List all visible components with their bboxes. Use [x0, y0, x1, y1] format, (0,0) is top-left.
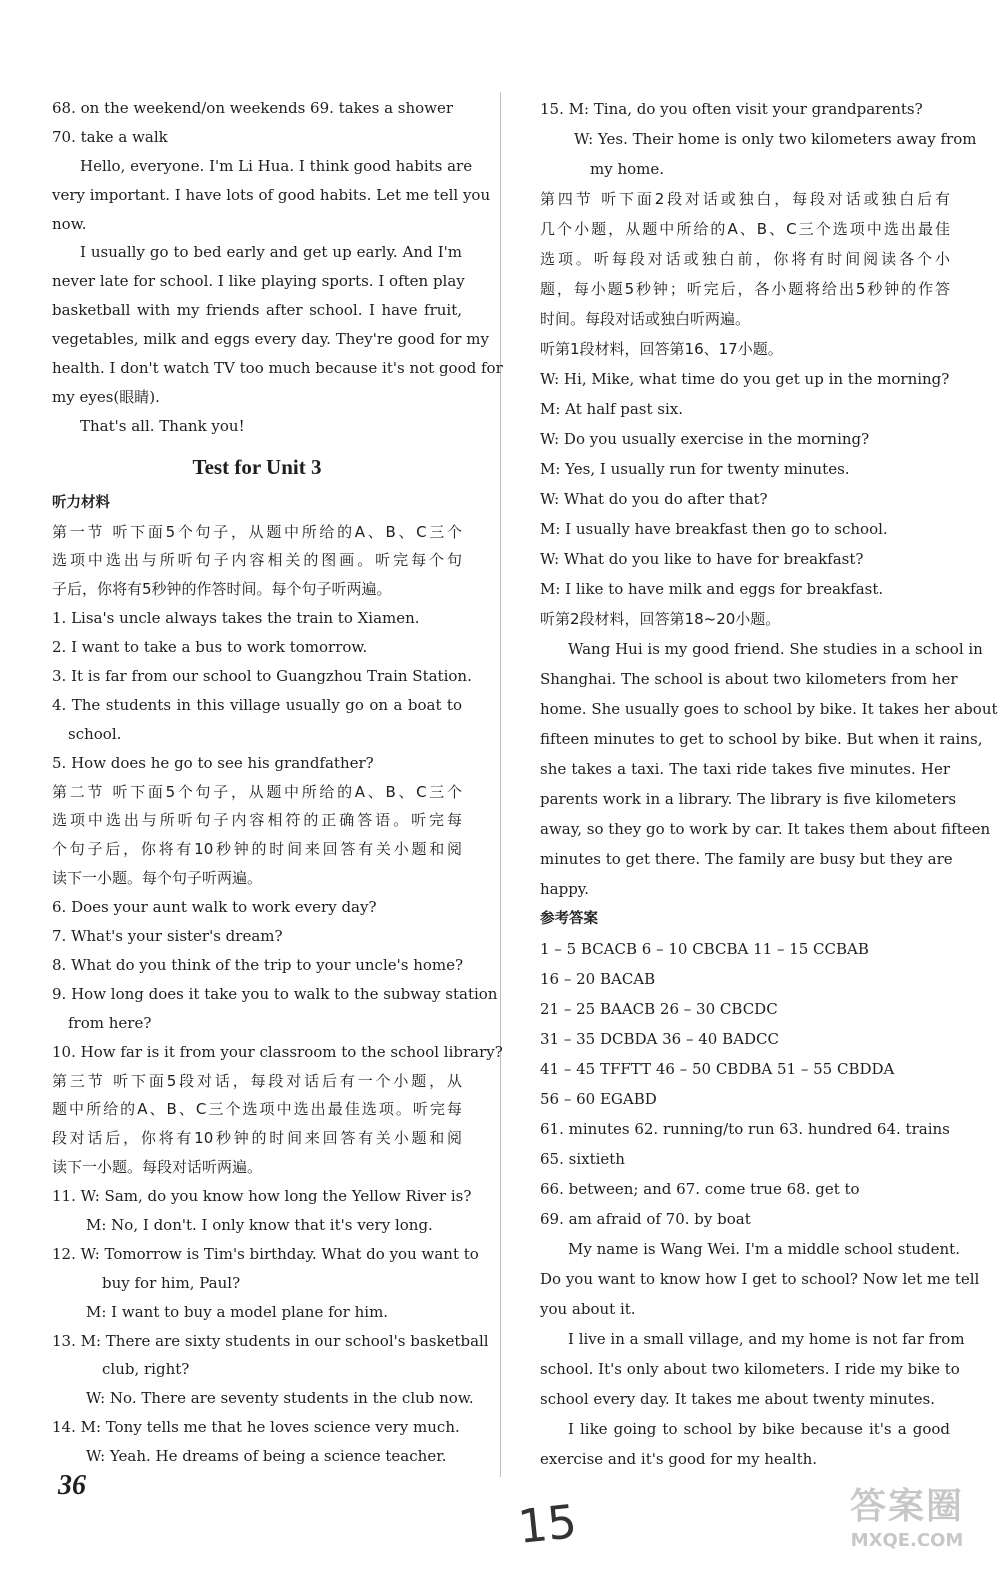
essay-line: never late for school. I like playing sports. I often play — [52, 272, 465, 291]
answer-line: 1 – 5 BCACB 6 – 10 CBCBA 11 – 15 CCBAB — [540, 940, 869, 958]
essay-line: you about it. — [540, 1300, 636, 1318]
answer-line: 61. minutes 62. running/to run 63. hundred 64. trains — [540, 1120, 950, 1138]
section4-instructions: 几个小题，从题中所给的A、B、C三个选项中选出最佳 — [540, 220, 950, 238]
answer-line: 21 – 25 BAACB 26 – 30 CBCDC — [540, 1000, 778, 1018]
passage-line: Wang Hui is my good friend. She studies in a school in — [568, 640, 983, 658]
section2-instructions: 读下一小题。每个句子听两遍。 — [52, 869, 263, 888]
listening-heading: 听力材料 — [52, 494, 110, 511]
answer-line: 41 – 45 TFFTT 46 – 50 CBDBA 51 – 55 CBDDA — [540, 1060, 895, 1078]
right-column — [540, 94, 998, 1474]
passage-line: happy. — [540, 880, 590, 898]
answer-line: 70. take a walk — [52, 127, 168, 146]
question-item: 4. The students in this village usually go on a boat to — [52, 695, 462, 714]
section4-instructions: 题，每小题5秒钟；听完后，各小题将给出5秒钟的作答 — [540, 280, 950, 298]
essay-line: very important. I have lots of good habits. Let me tell you — [52, 185, 491, 204]
left-column — [52, 94, 503, 1471]
essay-line: vegetables, milk and eggs every day. They're good for my — [52, 330, 489, 349]
section2-instructions: 选项中选出与所听句子内容相符的正确答语。听完每 — [52, 811, 462, 830]
section4-instructions: 第四节 听下面2段对话或独白，每段对话或独白后有 — [540, 190, 950, 208]
passage-line: fifteen minutes to get to school by bike. But when it rains, — [540, 730, 983, 748]
dialogue-line: W: Do you usually exercise in the morning? — [540, 430, 870, 448]
essay-line: now. — [52, 214, 87, 233]
question-item: 9. How long does it take you to walk to the subway station — [52, 984, 498, 1003]
passage-line: minutes to get there. The family are busy but they are — [540, 850, 953, 868]
answer-line: 66. between; and 67. come true 68. get to — [540, 1180, 860, 1198]
question-item: 7. What's your sister's dream? — [52, 927, 283, 946]
dialogue-line: M: I usually have breakfast then go to school. — [540, 520, 888, 538]
watermark-text: 答案圈 — [849, 1486, 964, 1527]
dialogue-line: M: I want to buy a model plane for him. — [86, 1302, 389, 1321]
dialogue-line: my home. — [590, 160, 665, 178]
section4-instructions: 时间。每段对话或独白听两遍。 — [540, 310, 751, 328]
answer-line: 69. am afraid of 70. by boat — [540, 1210, 751, 1228]
essay-line: I like going to school by bike because it's a good — [568, 1420, 950, 1438]
column-divider — [500, 92, 501, 1477]
dialogue-line: club, right? — [102, 1360, 190, 1379]
essay-line: school every day. It takes me about twenty minutes. — [540, 1390, 936, 1408]
answer-line: 16 – 20 BACAB — [540, 970, 656, 988]
page-number: 36 — [58, 1470, 86, 1501]
question-item: 8. What do you think of the trip to your uncle's home? — [52, 955, 464, 974]
watermark-logo — [832, 1478, 982, 1560]
section1-instructions: 子后，你将有5秒钟的作答时间。每个句子听两遍。 — [52, 580, 392, 599]
dialogue-line: 12. W: Tomorrow is Tim's birthday. What do you want to — [52, 1244, 479, 1263]
dialogue-line: W: Yes. Their home is only two kilometers away from — [574, 130, 977, 148]
essay-line: basketball with my friends after school. I have fruit, — [52, 301, 462, 320]
essay-line: That's all. Thank you! — [80, 416, 245, 435]
answers-heading: 参考答案 — [540, 911, 598, 927]
section2-instructions: 第二节 听下面5个句子，从题中所给的A、B、C三个 — [52, 782, 462, 801]
dialogue-line: W: What do you do after that? — [540, 490, 768, 508]
dialogue-line: M: I like to have milk and eggs for breakfast. — [540, 580, 884, 598]
question-item: 1. Lisa's uncle always takes the train to Xiamen. — [52, 609, 420, 628]
section3-instructions: 段对话后，你将有10秒钟的时间来回答有关小题和阅 — [52, 1129, 462, 1148]
section4-instructions: 选项。听每段对话或独白前，你将有时间阅读各个小 — [540, 250, 950, 268]
question-item: 10. How far is it from your classroom to the school library? — [52, 1042, 503, 1061]
dialogue-line: M: Yes, I usually run for twenty minutes. — [540, 460, 850, 478]
dialogue-line: 14. M: Tony tells me that he loves science very much. — [52, 1418, 460, 1437]
dialogue-line: W: No. There are seventy students in the club now. — [86, 1389, 474, 1408]
question-item: 5. How does he go to see his grandfather? — [52, 753, 374, 772]
answer-line: 68. on the weekend/on weekends 69. takes a shower — [52, 99, 454, 117]
question-item: from here? — [68, 1013, 152, 1032]
question-item: school. — [68, 724, 122, 743]
answer-line: 65. sixtieth — [540, 1150, 625, 1168]
answer-line: 31 – 35 DCBDA 36 – 40 BADCC — [540, 1030, 779, 1048]
essay-line: health. I don't watch TV too much because it's not good for — [52, 359, 503, 378]
dialogue-line: W: Yeah. He dreams of being a science teacher. — [86, 1447, 447, 1466]
essay-line: school. It's only about two kilometers. I ride my bike to — [540, 1360, 960, 1378]
watermark-url: MXQE.COM — [850, 1530, 964, 1551]
passage-line: she takes a taxi. The taxi ride takes five minutes. Her — [540, 760, 950, 778]
essay-line: I usually go to bed early and get up early. And I'm — [80, 243, 462, 262]
dialogue-line: buy for him, Paul? — [102, 1273, 241, 1292]
material2-label: 听第2段材料，回答第18~20小题。 — [540, 610, 781, 628]
passage-line: parents work in a library. The library is five kilometers — [540, 790, 957, 808]
dialogue-line: M: No, I don't. I only know that it's very long. — [86, 1215, 433, 1234]
dialogue-line: W: What do you like to have for breakfast? — [540, 550, 864, 568]
dialogue-line: M: At half past six. — [540, 400, 684, 418]
essay-line: exercise and it's good for my health. — [540, 1450, 818, 1468]
dialogue-line: W: Hi, Mike, what time do you get up in the morning? — [540, 370, 950, 388]
dialogue-line: 11. W: Sam, do you know how long the Yellow River is? — [52, 1187, 472, 1206]
question-item: 2. I want to take a bus to work tomorrow. — [52, 638, 368, 657]
answer-line: 56 – 60 EGABD — [540, 1090, 657, 1108]
passage-line: Shanghai. The school is about two kilometers from her — [540, 670, 958, 688]
section2-instructions: 个句子后，你将有10秒钟的时间来回答有关小题和阅 — [52, 840, 462, 859]
dialogue-line: 13. M: There are sixty students in our school's basketball — [52, 1331, 489, 1350]
dialogue-line: 15. M: Tina, do you often visit your grandparents? — [540, 100, 923, 118]
essay-line: I live in a small village, and my home is not far from — [568, 1330, 965, 1348]
essay-line: my eyes(眼睛). — [52, 387, 160, 406]
question-item: 6. Does your aunt walk to work every day? — [52, 898, 377, 917]
passage-line: away, so they go to work by car. It takes them about fifteen — [540, 820, 991, 838]
question-item: 3. It is far from our school to Guangzhou Train Station. — [52, 667, 472, 686]
essay-line: Do you want to know how I get to school? Now let me tell — [540, 1270, 980, 1288]
section3-instructions: 第三节 听下面5段对话，每段对话后有一个小题，从 — [52, 1071, 462, 1090]
section3-instructions: 读下一小题。每段对话听两遍。 — [52, 1158, 263, 1177]
essay-line: My name is Wang Wei. I'm a middle school student. — [568, 1240, 960, 1258]
handwritten-mark: 15 — [515, 1494, 580, 1554]
essay-line: Hello, everyone. I'm Li Hua. I think good habits are — [80, 156, 473, 175]
section1-instructions: 选项中选出与所听句子内容相关的图画。听完每个句 — [52, 551, 462, 570]
material1-label: 听第1段材料，回答第16、17小题。 — [540, 340, 783, 358]
section1-instructions: 第一节 听下面5个句子，从题中所给的A、B、C三个 — [52, 522, 462, 541]
passage-line: home. She usually goes to school by bike. It takes her about — [540, 700, 998, 718]
test-title: Test for Unit 3 — [192, 454, 322, 479]
section3-instructions: 题中所给的A、B、C三个选项中选出最佳选项。听完每 — [52, 1100, 462, 1119]
